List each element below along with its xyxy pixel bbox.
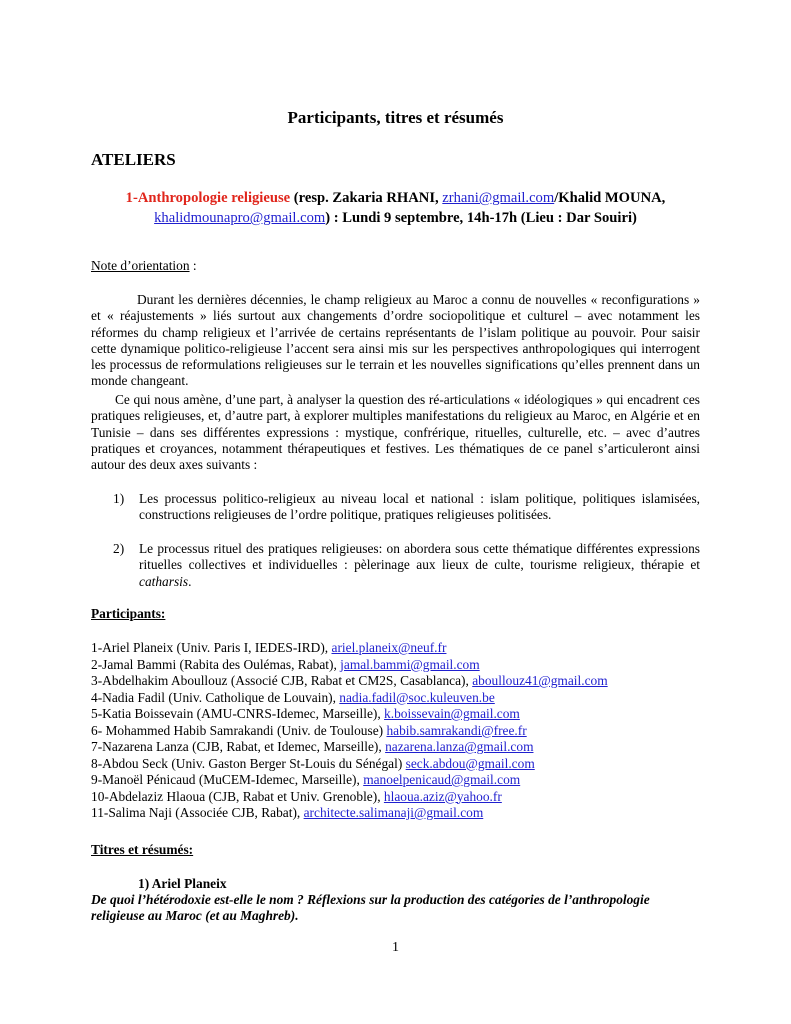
page-number: 1 <box>392 940 399 955</box>
list-item: 10-Abdelaziz Hlaoua (CJB, Rabat et Univ. Grenoble), hlaoua.aziz@yahoo.fr <box>91 788 502 804</box>
list-item: 6- Mohammed Habib Samrakandi (Univ. de Toulouse) habib.samrakandi@free.fr <box>91 722 527 738</box>
email-link[interactable]: habib.samrakandi@free.fr <box>386 722 527 738</box>
workshop-resp-mid: /Khalid MOUNA, <box>554 190 666 206</box>
email-link[interactable]: manoelpenicaud@gmail.com <box>363 772 521 787</box>
page-title: Participants, titres et résumés <box>287 108 504 127</box>
email-link-mouna[interactable]: khalidmounapro@gmail.com <box>154 210 326 226</box>
axis-item-1 <box>113 491 700 524</box>
paragraph-2: Ce qui nous amène, d’une part, à analyser la question des ré-articulations « idéologiques » qui encadrent ces pratiques religieuses, et, d’autre part, à explorer multiples manifestations du religieux au Maroc, en Algérie et en Tunisie – dans ses différentes expressions : mystique, confrérique, rituelles, culturelle, etc. – avec d’autres pratiques et croyances, notamment thérapeutiques et festives. Les thématiques de ce panel s’articuleront ainsi autour des deux axes suivants : <box>91 392 700 473</box>
email-link[interactable]: ariel.planeix@neuf.fr <box>331 640 447 655</box>
titles-heading: Titres et résumés: <box>91 842 194 857</box>
emphasis-catharsis: catharsis <box>139 573 189 589</box>
list-item: 4-Nadia Fadil (Univ. Catholique de Louvain), nadia.fadil@soc.kuleuven.be <box>91 689 495 705</box>
axis-number: 2) <box>113 541 125 556</box>
list-item: 2-Jamal Bammi (Rabita des Oulémas, Rabat), jamal.bammi@gmail.com <box>91 656 480 672</box>
email-link-rhani[interactable]: zrhani@gmail.com <box>442 190 555 206</box>
list-item: 8-Abdou Seck (Univ. Gaston Berger St-Louis du Sénégal) seck.abdou@gmail.com <box>91 755 535 771</box>
paragraph-1: Durant les dernières décennies, le champ religieux au Maroc a connu de nouvelles « reconfigurations » et « réajustements » liés surtout aux changements d’ordre sociopolitique et culturel – avec notamment les réformes du champ religieux et l’arrivée de certains représentants de l’islam politique au pouvoir. Pour saisir cette dynamique politico-religieuse l’accent sera ainsi mis sur les perspectives anthropologiques qui interrogent les processus de reformulations religieuses sur le terrain et les nouvelles significations qu’elles prennent dans un monde changeant. <box>91 292 700 389</box>
email-link[interactable]: nadia.fadil@soc.kuleuven.be <box>339 689 495 705</box>
participants-heading: Participants: <box>91 606 166 621</box>
axis-number: 1) <box>113 491 125 506</box>
list-item: 3-Abdelhakim Aboullouz (Associé CJB, Rabat et CM2S, Casablanca), aboullouz41@gmail.com <box>91 673 608 688</box>
list-item: 11-Salima Naji (Associée CJB, Rabat), architecte.salimanaji@gmail.com <box>91 805 484 820</box>
list-item: 7-Nazarena Lanza (CJB, Rabat, et Idemec, Marseille), nazarena.lanza@gmail.com <box>91 739 534 754</box>
workshop-schedule: ) : Lundi 9 septembre, 14h-17h (Lieu : Dar Souiri) <box>325 210 637 226</box>
email-link[interactable]: k.boissevain@gmail.com <box>384 706 520 721</box>
list-item: 5-Katia Boissevain (AMU-CNRS-Idemec, Marseille), k.boissevain@gmail.com <box>91 706 520 721</box>
email-link[interactable]: jamal.bammi@gmail.com <box>340 656 480 672</box>
list-item: 9-Manoël Pénicaud (MuCEM-Idemec, Marseille), manoelpenicaud@gmail.com <box>91 772 521 787</box>
participants-list <box>91 640 711 822</box>
workshop-heading <box>93 188 698 228</box>
list-item: 1-Ariel Planeix (Univ. Paris I, IEDES-IRD), ariel.planeix@neuf.fr <box>91 640 447 655</box>
axis-item-2 <box>113 541 700 590</box>
email-link[interactable]: nazarena.lanza@gmail.com <box>385 739 534 754</box>
summary-label: 1) Ariel Planeix <box>138 876 227 891</box>
email-link[interactable]: hlaoua.aziz@yahoo.fr <box>383 788 502 804</box>
workshop-name: 1-Anthropologie religieuse <box>125 190 291 206</box>
note-label: Note d’orientation : <box>91 258 197 273</box>
workshop-resp-prefix: (resp. Zakaria RHANI, <box>293 190 443 206</box>
summary-title: De quoi l’hétérodoxie est-elle le nom ? Réflexions sur la production des catégories de l’anthropologie religieuse au Maroc (et au Maghreb). <box>91 892 650 924</box>
email-link[interactable]: architecte.salimanaji@gmail.com <box>303 805 484 820</box>
email-link[interactable]: seck.abdou@gmail.com <box>405 755 535 771</box>
axis-text: Le processus rituel des pratiques religieuses: on abordera sous cette thématique différentes expressions rituelles collectives et individuelles : pèlerinage aux lieux de culte, tourisme religieux, thérapie et catharsis. <box>139 541 700 589</box>
section-heading: ATELIERS <box>91 150 176 169</box>
axis-text: Les processus politico-religieux au niveau local et national : islam politique, politiques islamisées, constructions religieuses de l’ordre politique, pratiques religieuses politisées. <box>139 491 700 523</box>
email-link[interactable]: aboullouz41@gmail.com <box>472 673 608 688</box>
